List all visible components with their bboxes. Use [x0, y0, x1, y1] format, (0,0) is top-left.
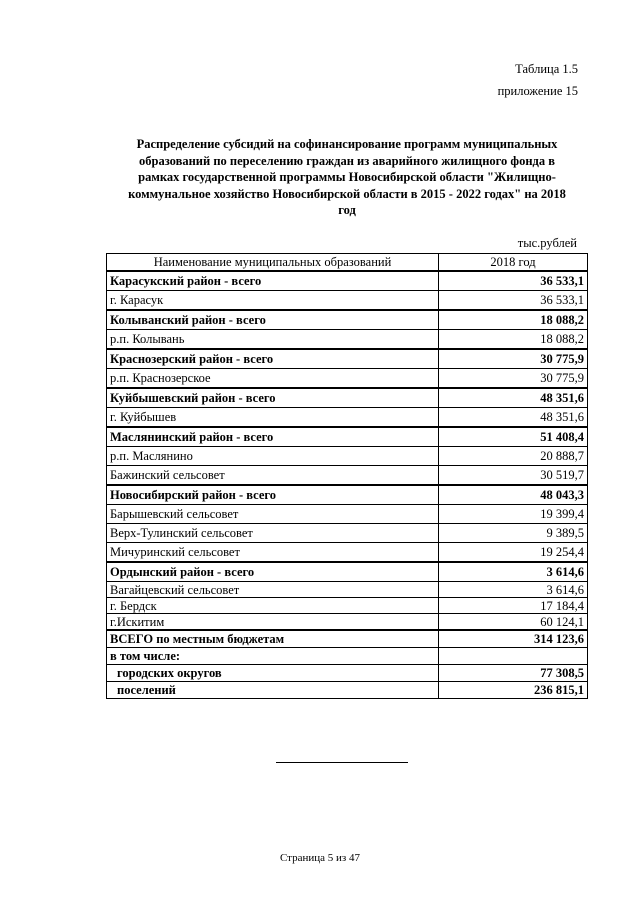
row-name: г. Куйбышев [107, 408, 439, 428]
table-row [107, 310, 588, 330]
row-name: г. Карасук [107, 291, 439, 311]
title-line: год [338, 203, 356, 217]
table-row [107, 485, 588, 505]
table-row [107, 582, 588, 598]
table-row [107, 614, 588, 631]
row-name: Куйбышевский район - всего [107, 388, 439, 408]
row-value: 30 775,9 [439, 369, 588, 389]
header-name: Наименование муниципальных образований [107, 254, 439, 272]
row-value [439, 648, 588, 665]
title-line: рамках государственной программы Новосибирской области "Жилищно- [138, 170, 556, 184]
table-row [107, 427, 588, 447]
row-name: Мичуринский сельсовет [107, 543, 439, 563]
row-name: р.п. Краснозерское [107, 369, 439, 389]
row-name: р.п. Маслянино [107, 447, 439, 466]
row-name: Колыванский район - всего [107, 310, 439, 330]
units-label: тыс.рублей [517, 236, 577, 250]
table-header-row [107, 254, 588, 272]
row-value: 19 254,4 [439, 543, 588, 563]
subsidy-table [106, 253, 588, 699]
row-value: 18 088,2 [439, 310, 588, 330]
appendix-label: приложение 15 [497, 84, 578, 98]
row-value: 19 399,4 [439, 505, 588, 524]
row-name: р.п. Колывань [107, 330, 439, 350]
row-name: Бажинский сельсовет [107, 466, 439, 486]
row-name: Верх-Тулинский сельсовет [107, 524, 439, 543]
row-value: 48 351,6 [439, 408, 588, 428]
row-value: 3 614,6 [439, 582, 588, 598]
document-title [108, 136, 586, 219]
row-value: 51 408,4 [439, 427, 588, 447]
table-row [107, 447, 588, 466]
row-name: Карасукский район - всего [107, 271, 439, 291]
table-row [107, 648, 588, 665]
table-row [107, 562, 588, 582]
row-name: Маслянинский район - всего [107, 427, 439, 447]
table-row [107, 330, 588, 350]
row-value: 30 519,7 [439, 466, 588, 486]
table-row [107, 682, 588, 699]
row-name: ВСЕГО по местным бюджетам [107, 630, 439, 648]
row-value: 77 308,5 [439, 665, 588, 682]
table-row [107, 598, 588, 614]
title-line: Распределение субсидий на софинансирование программ муниципальных [136, 137, 558, 151]
row-value: 3 614,6 [439, 562, 588, 582]
row-value: 48 351,6 [439, 388, 588, 408]
row-name: в том числе: [107, 648, 439, 665]
table-row [107, 505, 588, 524]
page-number: Страница 5 из 47 [279, 852, 361, 864]
row-name: Вагайцевский сельсовет [107, 582, 439, 598]
row-name: Новосибирский район - всего [107, 485, 439, 505]
row-name: Ордынский район - всего [107, 562, 439, 582]
table-row [107, 630, 588, 648]
title-line: образований по переселению граждан из аварийного жилищного фонда в [139, 153, 555, 168]
row-value: 36 533,1 [439, 271, 588, 291]
row-value: 17 184,4 [439, 598, 588, 614]
row-value: 36 533,1 [439, 291, 588, 311]
row-name: поселений [107, 682, 439, 699]
row-value: 60 124,1 [439, 614, 588, 631]
table-row [107, 369, 588, 389]
header-value: 2018 год [439, 254, 588, 272]
table-row [107, 388, 588, 408]
table-row [107, 466, 588, 486]
footer-divider [276, 762, 408, 763]
row-value: 9 389,5 [439, 524, 588, 543]
title-line: коммунальное хозяйство Новосибирской области в 2015 - 2022 годах" на 2018 [128, 186, 566, 201]
row-name: Барышевский сельсовет [107, 505, 439, 524]
table-row [107, 408, 588, 428]
table-row [107, 524, 588, 543]
row-value: 236 815,1 [439, 682, 588, 699]
row-name: Краснозерский район - всего [107, 349, 439, 369]
table-row [107, 271, 588, 291]
row-name: г.Искитим [107, 614, 439, 631]
row-name: г. Бердск [107, 598, 439, 614]
table-row [107, 349, 588, 369]
table-row [107, 291, 588, 311]
row-value: 314 123,6 [439, 630, 588, 648]
table-row [107, 543, 588, 563]
row-value: 18 088,2 [439, 330, 588, 350]
row-value: 30 775,9 [439, 349, 588, 369]
row-value: 48 043,3 [439, 485, 588, 505]
row-value: 20 888,7 [439, 447, 588, 466]
row-name: городских округов [107, 665, 439, 682]
table-row [107, 665, 588, 682]
table-number: Таблица 1.5 [515, 62, 578, 76]
